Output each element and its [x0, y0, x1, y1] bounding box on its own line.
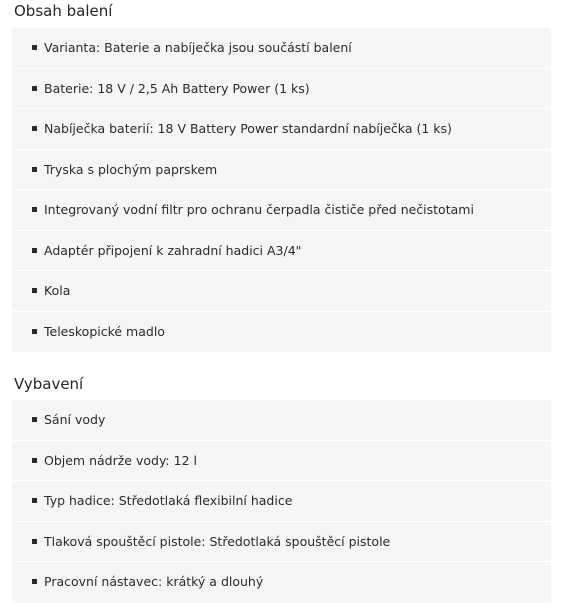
list-item-text: Teleskopické madlo: [44, 323, 165, 339]
bullet-icon: [32, 86, 37, 91]
list-item-text: Varianta: Baterie a nabíječka jsou součástí balení: [44, 40, 352, 55]
list-item-text: Tryska s plochým paprskem: [44, 161, 218, 177]
list-item-text: Baterie: 18 V / 2,5 Ah Battery Power (1 ks): [44, 80, 310, 96]
list-item: [12, 400, 551, 441]
equipment-list: [12, 400, 551, 603]
package-contents-heading: Obsah balení: [14, 2, 113, 20]
bullet-icon: [32, 126, 37, 131]
list-item-text: Typ hadice: Středotlaká flexibilní hadice: [44, 493, 293, 508]
list-item: [12, 312, 551, 353]
list-item: [12, 150, 551, 191]
bullet-icon: [32, 248, 37, 253]
bullet-icon: [32, 167, 37, 172]
bullet-icon: [32, 458, 37, 463]
list-item: [12, 562, 551, 603]
list-item-text: Integrovaný vodní filtr pro ochranu čerpadla čističe před nečistotami: [44, 202, 474, 217]
list-item: [12, 190, 551, 231]
list-item-text: Adaptér připojení k zahradní hadici A3/4": [44, 242, 302, 258]
list-item-text: Tlaková spouštěcí pistole: Středotlaká spouštěcí pistole: [44, 533, 391, 549]
equipment-heading: Vybavení: [14, 375, 84, 393]
bullet-icon: [32, 539, 37, 544]
list-item: [12, 481, 551, 522]
list-item: [12, 109, 551, 150]
list-item-text: Nabíječka baterií: 18 V Battery Power standardní nabíječka (1 ks): [44, 121, 452, 136]
bullet-icon: [32, 329, 37, 334]
list-item-text: Objem nádrže vody: 12 l: [44, 452, 197, 468]
bullet-icon: [32, 417, 37, 422]
list-item: [12, 271, 551, 312]
bullet-icon: [32, 579, 37, 584]
list-item-text: Sání vody: [44, 412, 106, 427]
bullet-icon: [32, 288, 37, 293]
package-contents-list: [12, 28, 551, 352]
bullet-icon: [32, 207, 37, 212]
list-item: [12, 28, 551, 69]
list-item: [12, 522, 551, 563]
list-item-text: Kola: [44, 283, 71, 298]
bullet-icon: [32, 498, 37, 503]
bullet-icon: [32, 45, 37, 50]
list-item: [12, 69, 551, 110]
list-item-text: Pracovní nástavec: krátký a dlouhý: [44, 574, 264, 589]
list-item: [12, 441, 551, 482]
list-item: [12, 231, 551, 272]
